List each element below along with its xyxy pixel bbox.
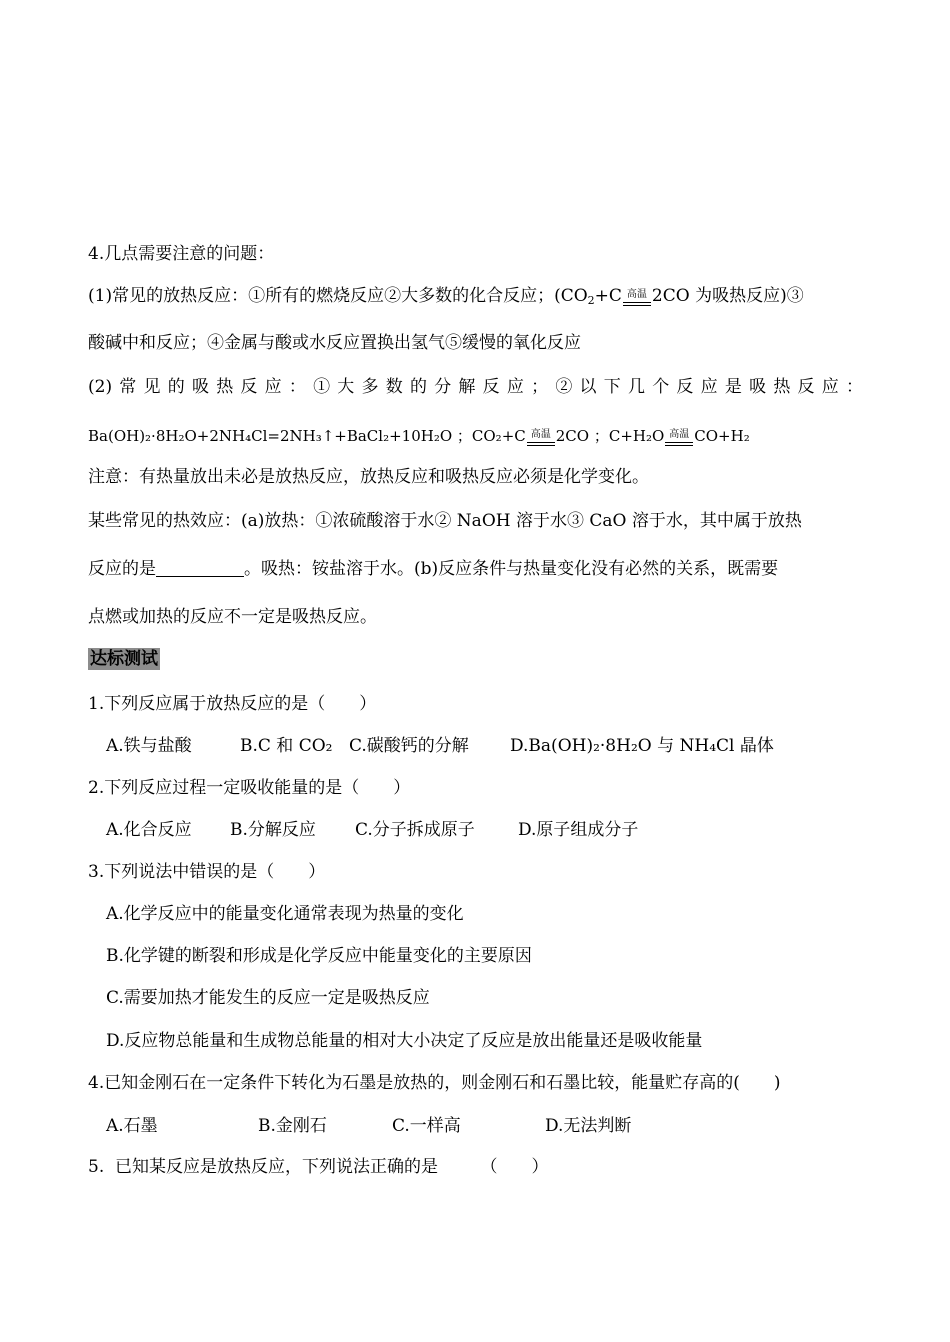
question-4-option-b[interactable]: B.金刚石	[258, 1116, 327, 1136]
answer-blank[interactable]	[156, 558, 244, 577]
heat-effects-line-2	[88, 557, 778, 581]
exothermic-rest: 2CO 为吸热反应)③	[651, 286, 804, 306]
question-2-option-b[interactable]: B.分解反应	[230, 820, 316, 840]
note-line: 注意：有热量放出未必是放热反应，放热反应和吸热反应必须是化学变化。	[88, 467, 649, 487]
question-1-option-c[interactable]: C.碳酸钙的分解	[349, 736, 469, 756]
heat-effects-line-1: 某些常见的热效应：(a)放热：①浓硫酸溶于水② NaOH 溶于水③ CaO 溶于水，其中属于放热	[88, 511, 802, 531]
endothermic-line-1	[88, 375, 863, 399]
high-temp-condition: 高温	[664, 430, 694, 440]
question-3-option-c[interactable]: C.需要加热才能发生的反应一定是吸热反应	[106, 988, 430, 1008]
question-4-stem: 4.已知金刚石在一定条件下转化为石墨是放热的，则金刚石和石墨比较，能量贮存高的( )	[88, 1073, 781, 1093]
high-temp-condition: 高温	[622, 290, 652, 300]
equation-3: CO+H₂	[694, 427, 750, 445]
equation-2: 2CO ；C+H₂O	[555, 427, 665, 445]
exothermic-label: (1)常见的放热反应：①所有的燃烧反应②大多数的化合反应；(CO	[88, 286, 588, 306]
question-4-option-c[interactable]: C.一样高	[392, 1116, 461, 1136]
exothermic-line-2: 酸碱中和反应；④金属与酸或水反应置换出氢气⑤缓慢的氧化反应	[88, 333, 581, 353]
endothermic-equations	[88, 424, 750, 448]
test-heading: 达标测试	[90, 649, 158, 669]
question-2-option-c[interactable]: C.分子拆成原子	[355, 820, 475, 840]
high-temp-condition: 高温	[526, 430, 556, 440]
subscript-2: 2	[587, 294, 595, 307]
heat-effects-line-3: 点燃或加热的反应不一定是吸热反应。	[88, 607, 377, 627]
question-4-option-d[interactable]: D.无法判断	[545, 1116, 632, 1136]
question-2-option-a[interactable]: A.化合反应	[106, 820, 192, 840]
question-1-stem: 1.下列反应属于放热反应的是（ ）	[88, 694, 377, 714]
question-3-option-a[interactable]: A.化学反应中的能量变化通常表现为热量的变化	[106, 904, 464, 924]
section-4-title: 4.几点需要注意的问题：	[88, 244, 275, 264]
question-2-option-d[interactable]: D.原子组成分子	[518, 820, 639, 840]
question-3-stem: 3.下列说法中错误的是（ ）	[88, 862, 326, 882]
question-1-option-b[interactable]: B.C 和 CO₂	[240, 736, 333, 756]
question-1-option-d[interactable]: D.Ba(OH)₂·8H₂O 与 NH₄Cl 晶体	[510, 736, 774, 756]
plus-c: +C	[594, 286, 622, 306]
question-1-option-a[interactable]: A.铁与盐酸	[106, 736, 192, 756]
question-2-stem: 2.下列反应过程一定吸收能量的是（ ）	[88, 778, 411, 798]
exothermic-line-1	[88, 284, 804, 308]
heat-effects-prefix: 反应的是	[88, 559, 156, 579]
question-4-option-a[interactable]: A.石墨	[106, 1116, 158, 1136]
endothermic-label: (2)常见的吸热反应：①大多数的分解反应；②以下几个反应是吸热反应：	[88, 377, 863, 397]
question-3-option-b[interactable]: B.化学键的断裂和形成是化学反应中能量变化的主要原因	[106, 946, 532, 966]
question-3-option-d[interactable]: D.反应物总能量和生成物总能量的相对大小决定了反应是放出能量还是吸收能量	[106, 1031, 703, 1051]
question-5-stem: 5. 已知某反应是放热反应，下列说法正确的是 （ ）	[88, 1157, 549, 1177]
equation-1: Ba(OH)₂·8H₂O+2NH₄Cl=2NH₃↑+BaCl₂+10H₂O ；CO₂+C	[88, 427, 526, 445]
heat-effects-suffix: 。吸热：铵盐溶于水。(b)反应条件与热量变化没有必然的关系，既需要	[244, 559, 779, 579]
